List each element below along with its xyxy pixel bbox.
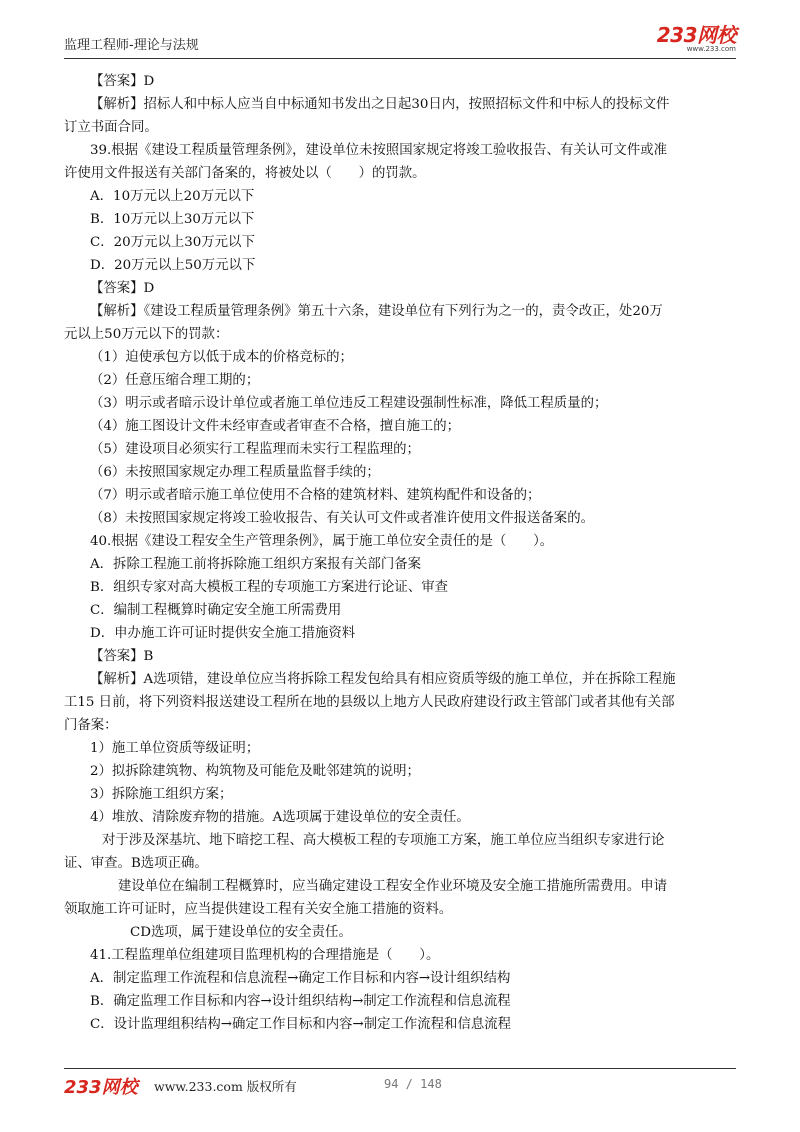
footer-copyright: www.233.com 版权所有 [154, 1079, 297, 1094]
analysis-line: 门备案： [64, 718, 118, 733]
document-title: 监理工程师-理论与法规 [64, 38, 199, 53]
list-item: （8）未按照国家规定将竣工验收报告、有关认可文件或者准许使用文件报送备案的。 [90, 511, 594, 526]
analysis-line: 【解析】A选项错，建设单位应当将拆除工程发包给具有相应资质等级的施工单位，并在拆除工程施 [90, 672, 676, 687]
paragraph-line: 对于涉及深基坑、地下暗挖工程、高大模板工程的专项施工方案，施工单位应当组织专家进行论 [102, 833, 665, 848]
question-line: 许使用文件报送有关部门备案的，将被处以（ ）的罚款。 [64, 166, 426, 181]
list-item: 4）堆放、清除废弃物的措施。A选项属于建设单位的安全责任。 [90, 810, 470, 825]
page-footer [64, 1068, 736, 1099]
option-line: B．组织专家对高大模板工程的专项施工方案进行论证、审查 [90, 580, 448, 595]
answer-line: 【答案】B [90, 649, 154, 664]
option-line: D．20万元以上50万元以下 [90, 258, 256, 273]
option-line: A．拆除工程施工前将拆除施工组织方案报有关部门备案 [90, 557, 422, 572]
list-item: （2）任意压缩合理工期的； [90, 373, 260, 388]
list-item: 2）拟拆除建筑物、构筑物及可能危及毗邻建筑的说明； [90, 764, 420, 779]
analysis-line: 【解析】招标人和中标人应当自中标通知书发出之日起30日内，按照招标文件和中标人的投标文件 [90, 97, 670, 112]
list-item: （1）迫使承包方以低于成本的价格竞标的； [90, 350, 353, 365]
answer-line: 【答案】D [90, 74, 155, 89]
page-number: 94 / 148 [384, 1077, 442, 1091]
option-line: A．10万元以上20万元以下 [90, 189, 255, 204]
option-line: B．10万元以上30万元以下 [90, 212, 255, 227]
list-item: （4）施工图设计文件未经审查或者审查不合格，擅自施工的； [90, 419, 461, 434]
list-item: （7）明示或者暗示施工单位使用不合格的建筑材料、建筑构配件和设备的； [90, 488, 541, 503]
option-line: C．20万元以上30万元以下 [90, 235, 255, 250]
option-line: A．制定监理工作流程和信息流程→确定工作目标和内容→设计组织结构 [90, 971, 511, 986]
option-line: B．确定监理工作目标和内容→设计组织结构→制定工作流程和信息流程 [90, 994, 511, 1009]
paragraph-line: CD选项，属于建设单位的安全责任。 [130, 925, 352, 940]
analysis-line: 【解析】《建设工程质量管理条例》第五十六条，建设单位有下列行为之一的，责令改正，处20万 [90, 304, 663, 319]
question-40: 40.根据《建设工程安全生产管理条例》，属于施工单位安全责任的是（ ）。 [90, 534, 554, 549]
footer-logo: 233网校 [64, 1077, 138, 1098]
logo-url: www.233.com [686, 45, 736, 53]
list-item: （6）未按照国家规定办理工程质量监督手续的； [90, 465, 380, 480]
option-line: C．设计监理组积结构→确定工作目标和内容→制定工作流程和信息流程 [90, 1017, 512, 1032]
paragraph-line: 领取施工许可证时，应当提供建设工程有关安全施工措施的资料。 [64, 902, 453, 917]
list-item: （3）明示或者暗示设计单位或者施工单位违反工程建设强制性标准，降低工程质量的； [90, 396, 608, 411]
brand-logo [657, 24, 736, 53]
logo-text: 233网校 [656, 23, 736, 47]
analysis-line: 工15 日前，将下列资料报送建设工程所在地的县级以上地方人民政府建设行政主管部门或者其他有关部 [64, 695, 675, 710]
page-header [64, 24, 736, 59]
analysis-line: 订立书面合同。 [64, 120, 158, 135]
option-line: C．编制工程概算时确定安全施工所需费用 [90, 603, 342, 618]
option-line: D．申办施工许可证时提供安全施工措施资料 [90, 626, 356, 641]
paragraph-line: 证、审查。B选项正确。 [64, 856, 208, 871]
paragraph-line: 建设单位在编制工程概算时，应当确定建设工程安全作业环境及安全施工措施所需费用。申请 [118, 879, 668, 894]
answer-line: 【答案】D [90, 281, 155, 296]
list-item: （5）建设项目必须实行工程监理而未实行工程监理的； [90, 442, 420, 457]
question-41: 41.工程监理单位组建项目监理机构的合理措施是（ ）。 [90, 948, 440, 963]
question-39: 39.根据《建设工程质量管理条例》，建设单位未按照国家规定将竣工验收报告、有关认可文件或准 [90, 143, 667, 158]
document-body [64, 70, 744, 1036]
list-item: 3）拆除施工组织方案； [90, 787, 233, 802]
analysis-line: 元以上50万元以下的罚款： [64, 327, 229, 342]
list-item: 1）施工单位资质等级证明； [90, 741, 260, 756]
